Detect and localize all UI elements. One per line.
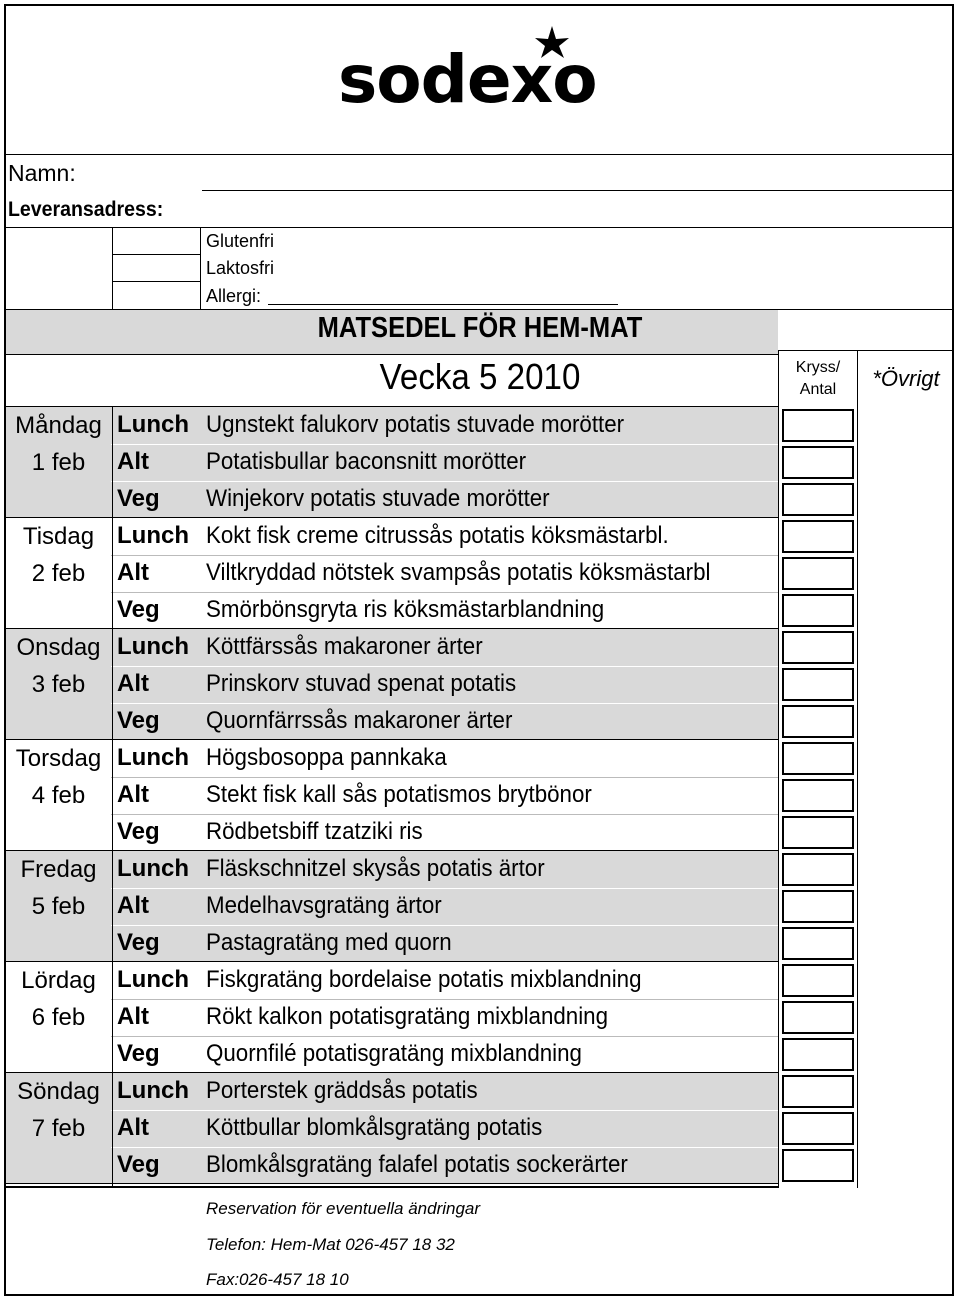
order-checkbox[interactable] [782, 594, 854, 627]
row-divider [111, 444, 778, 445]
ovrigt-header: *Övrigt [872, 366, 940, 391]
meal-row [111, 444, 778, 481]
meal-dish: Smörbönsgryta ris köksmästarblandning [206, 596, 605, 623]
day-block [6, 962, 778, 1073]
day-separator [6, 961, 778, 962]
antal-label: Antal [799, 381, 837, 398]
day-block [6, 407, 778, 518]
meal-row [111, 592, 778, 629]
day-cell [6, 1073, 111, 1184]
meal-type: Alt [117, 781, 149, 808]
meal-type: Veg [117, 1040, 160, 1067]
meal-type: Veg [117, 1151, 160, 1178]
allergi-line [268, 304, 618, 305]
meal-row [111, 999, 778, 1036]
day-cell [6, 962, 111, 1073]
meal-type: Veg [117, 707, 160, 734]
row-divider [111, 1110, 778, 1111]
order-checkbox[interactable] [782, 779, 854, 812]
row-divider [111, 814, 778, 815]
footer-fax: Fax:026-457 18 10 [206, 1270, 349, 1289]
day-date: 1 feb [31, 449, 86, 476]
meal-dish: Kokt fisk creme citrussås potatis köksmästarbl. [206, 522, 669, 549]
meal-type: Lunch [117, 1077, 189, 1104]
kryss-col-left [778, 350, 779, 1188]
meal-row [111, 851, 778, 888]
day-date: 4 feb [31, 782, 86, 809]
order-checkbox[interactable] [782, 1075, 854, 1108]
meal-type: Alt [117, 892, 149, 919]
row-divider [111, 703, 778, 704]
meal-row [111, 629, 778, 666]
address-label: Leveransadress: [8, 198, 164, 221]
meal-type: Alt [117, 1003, 149, 1030]
day-name: Tisdag [22, 523, 95, 550]
meal-dish: Potatisbullar baconsnitt morötter [206, 448, 527, 475]
order-checkbox[interactable] [782, 631, 854, 664]
options-divider-2 [200, 227, 201, 309]
order-checkbox[interactable] [782, 705, 854, 738]
meal-row [111, 407, 778, 444]
meal-row [111, 777, 778, 814]
meal-dish: Viltkryddad nötstek svampsås potatis köksmästarbl [206, 559, 711, 586]
meal-row [111, 518, 778, 555]
meal-row [111, 555, 778, 592]
meal-type: Lunch [117, 855, 189, 882]
meal-row [111, 1073, 778, 1110]
meal-row [111, 962, 778, 999]
meal-dish: Rökt kalkon potatisgratäng mixblandning [206, 1003, 609, 1030]
order-checkbox[interactable] [782, 927, 854, 960]
order-checkbox[interactable] [782, 668, 854, 701]
day-cell [6, 851, 111, 962]
footer-telefon: Telefon: Hem-Mat 026-457 18 32 [206, 1235, 455, 1254]
order-checkbox[interactable] [782, 816, 854, 849]
row-divider [111, 925, 778, 926]
day-name: Lördag [21, 967, 96, 994]
page-title: MATSEDEL FÖR HEM-MAT [317, 312, 643, 344]
day-separator [6, 628, 778, 629]
meal-row [111, 1147, 778, 1184]
day-block [6, 851, 778, 962]
meal-row [111, 1036, 778, 1073]
order-checkbox[interactable] [782, 1038, 854, 1071]
day-separator [6, 739, 778, 740]
meal-dish: Quornfärrssås makaroner ärter [206, 707, 513, 734]
row-divider [111, 666, 778, 667]
option-glutenfri: Glutenfri [206, 231, 275, 251]
meal-dish: Rödbetsbiff tzatziki ris [206, 818, 423, 845]
title-line [6, 354, 778, 355]
day-block [6, 629, 778, 740]
day-separator [6, 1072, 778, 1073]
order-checkbox[interactable] [782, 964, 854, 997]
day-date: 7 feb [31, 1115, 86, 1142]
meal-row [111, 740, 778, 777]
day-cell [6, 518, 111, 629]
meal-type: Alt [117, 559, 149, 586]
row-divider [111, 888, 778, 889]
week-heading: Vecka 5 2010 [379, 356, 581, 397]
meal-type: Veg [117, 818, 160, 845]
menu-bottom-line [6, 1186, 778, 1188]
options-divider-1 [112, 227, 113, 309]
footer-reservation: Reservation för eventuella ändringar [206, 1199, 481, 1218]
meal-row [111, 814, 778, 851]
meal-type: Lunch [117, 522, 189, 549]
day-cell [6, 407, 111, 518]
day-block [6, 740, 778, 851]
row-divider [111, 777, 778, 778]
option-laktosfri: Laktosfri [206, 258, 275, 278]
sodexo-logo [330, 24, 610, 114]
row-divider [111, 481, 778, 482]
meal-dish: Winjekorv potatis stuvade morötter [206, 485, 550, 512]
meal-row [111, 1110, 778, 1147]
order-checkbox[interactable] [782, 446, 854, 479]
meal-dish: Pastagratäng med quorn [206, 929, 452, 956]
day-date: 3 feb [31, 671, 86, 698]
meal-row [111, 888, 778, 925]
options-row-line-2 [112, 281, 200, 282]
name-label: Namn: [8, 160, 76, 186]
row-divider [111, 1147, 778, 1148]
meal-row [111, 666, 778, 703]
kryss-col-right [857, 350, 858, 1188]
day-cell [6, 740, 111, 851]
meal-type: Lunch [117, 633, 189, 660]
meal-dish: Stekt fisk kall sås potatismos brytbönor [206, 781, 592, 808]
day-name: Fredag [20, 856, 97, 883]
meal-dish: Köttbullar blomkålsgratäng potatis [206, 1114, 543, 1141]
meal-type: Veg [117, 929, 160, 956]
meal-type: Lunch [117, 411, 189, 438]
day-block [6, 1073, 778, 1184]
option-allergi: Allergi: [206, 286, 262, 306]
order-checkbox[interactable] [782, 409, 854, 442]
order-checkbox[interactable] [782, 1112, 854, 1145]
meal-type: Alt [117, 670, 149, 697]
day-separator [6, 1183, 778, 1184]
row-divider [111, 592, 778, 593]
meal-row [111, 925, 778, 962]
order-checkbox[interactable] [782, 1001, 854, 1034]
day-separator [6, 517, 778, 518]
meal-type: Veg [117, 596, 160, 623]
day-name: Torsdag [15, 745, 102, 772]
type-col-line [112, 406, 113, 1187]
meal-type: Lunch [117, 744, 189, 771]
row-divider [111, 999, 778, 1000]
order-checkbox[interactable] [782, 742, 854, 775]
meal-row [111, 703, 778, 740]
day-date: 6 feb [31, 1004, 86, 1031]
day-date: 2 feb [31, 560, 86, 587]
meal-dish: Quornfilé potatisgratäng mixblandning [206, 1040, 582, 1067]
meal-type: Lunch [117, 966, 189, 993]
order-checkbox[interactable] [782, 1149, 854, 1182]
day-name: Onsdag [16, 634, 101, 661]
day-cell [6, 629, 111, 740]
meal-dish: Medelhavsgratäng ärtor [206, 892, 442, 919]
meal-dish: Ugnstekt falukorv potatis stuvade morötter [206, 411, 625, 438]
meal-type: Alt [117, 1114, 149, 1141]
sodexo-star-icon [330, 24, 610, 114]
options-row-line-1 [112, 254, 200, 255]
row-divider [111, 1036, 778, 1037]
order-checkbox[interactable] [782, 890, 854, 923]
meal-dish: Blomkålsgratäng falafel potatis sockerärter [206, 1151, 628, 1178]
meal-row [111, 481, 778, 518]
header-divider [6, 154, 954, 155]
day-separator [6, 850, 778, 851]
order-checkbox[interactable] [782, 483, 854, 516]
day-block [6, 518, 778, 629]
meal-dish: Köttfärssås makaroner ärter [206, 633, 483, 660]
meal-dish: Porterstek gräddsås potatis [206, 1077, 478, 1104]
name-line [202, 190, 954, 191]
right-header-top [778, 350, 954, 351]
logo-wordmark: sodexo [338, 41, 597, 114]
order-checkbox[interactable] [782, 557, 854, 590]
day-name: Måndag [15, 412, 102, 439]
day-date: 5 feb [31, 893, 86, 920]
kryss-antal-header [782, 357, 854, 401]
meal-dish: Fläskschnitzel skysås potatis ärtor [206, 855, 545, 882]
address-line [6, 227, 954, 228]
meal-dish: Högsbosoppa pannkaka [206, 744, 447, 771]
order-checkbox[interactable] [782, 520, 854, 553]
row-divider [111, 555, 778, 556]
meal-type: Alt [117, 448, 149, 475]
meal-type: Veg [117, 485, 160, 512]
kryss-label: Kryss/ [795, 359, 841, 376]
meal-dish: Prinskorv stuvad spenat potatis [206, 670, 517, 697]
day-name: Söndag [17, 1078, 100, 1105]
meal-dish: Fiskgratäng bordelaise potatis mixblandning [206, 966, 642, 993]
order-checkbox[interactable] [782, 853, 854, 886]
